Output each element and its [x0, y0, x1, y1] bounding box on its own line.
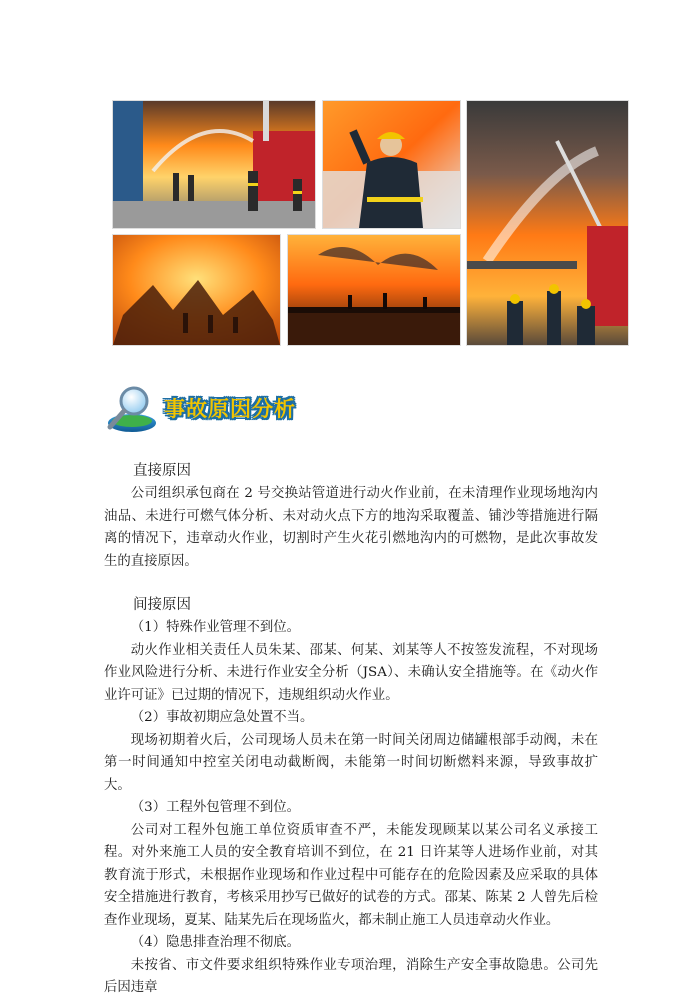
- aerial-ladder-truck-photo: [466, 100, 629, 346]
- storage-tank-fire-photo: [287, 234, 461, 346]
- indirect-item-text: 动火作业相关责任人员朱某、邵某、何某、刘某等人不按签发流程，不对现场作业风险进行分析、未进行作业安全分析（JSA）、未确认安全措施等。在《动火作业许可证》已过期的情况下，违规组织动火作业。: [104, 642, 598, 703]
- indirect-item-title: （4）隐患排查治理不彻底。: [130, 935, 301, 950]
- indirect-item-title: （2）事故初期应急处置不当。: [130, 710, 314, 725]
- direct-cause-text: 公司组织承包商在 2 号交换站管道进行动火作业前，在未清理作业现场地沟内油品、未进行可燃气体分析、未对动火点下方的地沟采取覆盖、铺沙等措施进行隔离的情况下，违章动火作业，切割时产生火花引燃地沟内的可燃物，是此次事故发生的直接原因。: [104, 486, 598, 569]
- direct-cause-heading: 直接原因: [133, 463, 191, 479]
- indirect-item-text: 公司对工程外包施工单位资质审查不严，未能发现顾某以某公司名义承接工程。对外来施工人员的安全教育培训不到位，在 21 日许某等人进场作业前，对其教育流于形式，未根据作业现场和作业过程中可能存在的危险因素及应采取的具体安全措施进行教育，考核采用抄写已做好的试卷的方式。邵某、陈某 2 人曾先后检查作业现场，夏某、陆某先后在现场监火，都未制止施工人员违章动火作业。: [104, 822, 598, 928]
- indirect-item-title: （1）特殊作业管理不到位。: [130, 620, 301, 635]
- indirect-item-text: 现场初期着火后，公司现场人员未在第一时间关闭周边储罐根部手动阀，未在第一时间通知中控室关闭电动截断阀，未能第一时间切断燃料来源，导致事故扩大。: [104, 732, 598, 793]
- section-header: [102, 383, 312, 435]
- indirect-item-text: 未按省、市文件要求组织特殊作业专项治理，消除生产安全事故隐患。公司先后因违章: [104, 957, 598, 995]
- indirect-cause-heading: 间接原因: [133, 597, 191, 613]
- document-body: [104, 459, 598, 1000]
- section-title: 事故原因分析: [164, 397, 296, 421]
- magnifier-globe-icon: [102, 383, 162, 435]
- indirect-item-title: （3）工程外包管理不到位。: [130, 800, 301, 815]
- firefighter-commander-photo: [322, 100, 461, 229]
- fire-wreckage-photo: [112, 234, 281, 346]
- firefighters-spraying-water-photo: [112, 100, 316, 229]
